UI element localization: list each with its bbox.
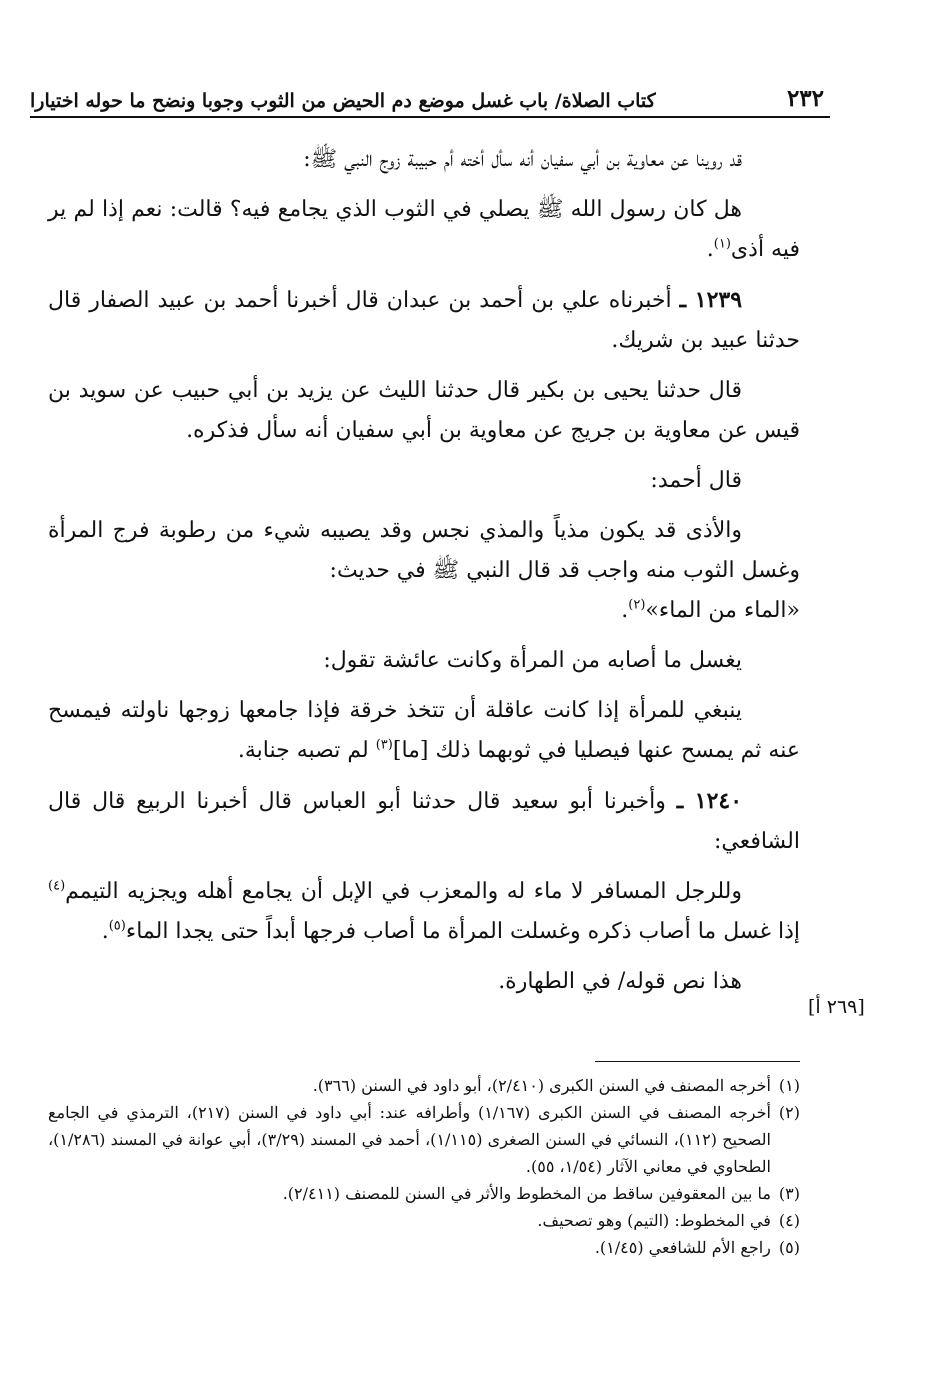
footnote-text: ما بين المعقوفين ساقط من المخطوط والأثر في السنن للمصنف (٢/٤١١). bbox=[282, 1184, 771, 1203]
paragraph-text: هذا نص قوله/ في الطهارة. bbox=[498, 969, 742, 994]
hadith-paragraph bbox=[48, 280, 800, 361]
paragraph bbox=[48, 140, 800, 180]
page-number: ٢٣٢ bbox=[786, 85, 824, 112]
footnote bbox=[48, 1207, 800, 1234]
paragraph bbox=[48, 371, 800, 451]
paragraph-text: قد روينا عن معاوية بن أبي سفيان أنه سأل أخته أم حبيبة زوج النبي ﷺ: bbox=[303, 147, 742, 172]
footnote-ref: (٣) bbox=[375, 737, 393, 753]
footnote-text: في المخطوط: (التيم) وهو تصحيف. bbox=[537, 1211, 771, 1230]
paragraph bbox=[48, 641, 800, 681]
footnote-ref: (٤) bbox=[48, 878, 66, 894]
paragraph-text: لم تصبه جنابة. bbox=[237, 738, 369, 763]
footnote-text: راجع الأم للشافعي (١/٤٥). bbox=[594, 1238, 771, 1257]
footnote bbox=[48, 1099, 800, 1180]
footnote-ref: (١) bbox=[713, 236, 731, 252]
hadith-number: ١٢٤٠ ـ bbox=[676, 788, 743, 814]
paragraph-text: يغسل ما أصابه من المرأة وكانت عائشة تقول: bbox=[323, 648, 742, 673]
footnote-ref: (٥) bbox=[108, 918, 126, 934]
footnote bbox=[48, 1234, 800, 1261]
paragraph-text: قال حدثنا يحيى بن بكير قال حدثنا الليث عن يزيد بن أبي حبيب عن سويد بن قيس عن معاوية بن جريج عن معاوية بن أبي سفيان أنه سأل فذكره. bbox=[48, 378, 800, 443]
paragraph-text: قال أحمد: bbox=[650, 468, 742, 493]
paragraph: وللرجل المسافر لا ماء له والمعزب في الإبل أن يجامع أهله ويجزيه التيمم$^{(٤)}$ إذا غسل ما أصاب ذكره وغسلت المرأة ما أصاب فرجها أبداً حتى يجدا الماء$^{(٥)}$. bbox=[48, 878, 800, 944]
main-text bbox=[48, 140, 800, 1012]
running-header bbox=[30, 74, 830, 118]
paragraph-text: وللرجل المسافر لا ماء له والمعزب في الإبل أن يجامع أهله ويجزيه التيمم bbox=[65, 879, 742, 904]
paragraph-text: إذا غسل ما أصاب ذكره وغسلت المرأة ما أصاب فرجها أبداً حتى يجدا الماء bbox=[125, 919, 800, 944]
paragraph-text: والأذى قد يكون مذياً والمذي نجس وقد يصيبه شيء من رطوبة فرج المرأة وغسل الثوب منه واجب قد قال النبي ﷺ في حديث: bbox=[48, 518, 800, 583]
footnote-text: أخرجه المصنف في السنن الكبرى (٢/٤١٠)، أبو داود في السنن (٣٦٦). bbox=[312, 1076, 771, 1095]
paragraph-text: وأخبرنا أبو سعيد قال حدثنا أبو العباس قال أخبرنا الربيع قال قال الشافعي: bbox=[48, 789, 800, 854]
paragraph-text: ينبغي للمرأة إذا كانت عاقلة أن تتخذ خرقة فإذا جامعها زوجها ناولته فيمسح عنه ثم يمسح عنها فيصليا في ثوبهما ذلك [ما] bbox=[48, 698, 800, 763]
footnote-divider bbox=[595, 1061, 800, 1062]
manuscript-folio-note: [٢٦٩ أ] bbox=[808, 996, 865, 1018]
paragraph bbox=[48, 962, 800, 1002]
footnote-number: (٥) bbox=[778, 1238, 800, 1257]
quote-text: «الماء من الماء» bbox=[645, 598, 800, 623]
footnote-number: (٤) bbox=[778, 1211, 800, 1230]
paragraph-text: هل كان رسول الله ﷺ يصلي في الثوب الذي يجامع فيه؟ قالت: نعم إذا لم ير فيه أذى bbox=[48, 197, 800, 262]
footnote-number: (٢) bbox=[778, 1103, 800, 1122]
hadith-number: ١٢٣٩ ـ bbox=[679, 287, 743, 313]
paragraph: والأذى قد يكون مذياً والمذي نجس وقد يصيبه شيء من رطوبة فرج المرأة وغسل الثوب منه واجب قد قال النبي ﷺ في حديث: «الماء من الماء»$^{(٢)}$. bbox=[48, 518, 800, 623]
footnote-number: (٣) bbox=[778, 1184, 800, 1203]
hadith-paragraph bbox=[48, 781, 800, 862]
footnote bbox=[48, 1072, 800, 1099]
paragraph: هل كان رسول الله ﷺ يصلي في الثوب الذي يجامع فيه؟ قالت: نعم إذا لم ير فيه أذى$^{(١)}$. bbox=[48, 197, 800, 262]
paragraph-text: أخبرناه علي بن أحمد بن عبدان قال أخبرنا أحمد بن عبيد الصفار قال حدثنا عبيد بن شريك. bbox=[48, 288, 800, 353]
paragraph bbox=[48, 691, 800, 771]
footnotes bbox=[48, 1072, 800, 1261]
footnote-ref: (٢) bbox=[628, 597, 646, 613]
footnote-text: أخرجه المصنف في السنن الكبرى (١/١٦٧) وأطرافه عند: أبي داود في السنن (٢١٧)، الترمذي في الجامع الصحيح (١١٢)، النسائي في السنن الصغرى (١/١١٥)، أحمد في المسند (٣/٢٩)، أبي عوانة في المسند (١/٢٨٦)، الطحاوي في معاني الآثار (١/٥٤، ٥٥). bbox=[48, 1103, 771, 1176]
chapter-title: كتاب الصلاة/ باب غسل موضع دم الحيض من الثوب وجوبا ونضح ما حوله اختيارا bbox=[30, 90, 656, 112]
footnote-number: (١) bbox=[778, 1076, 800, 1095]
paragraph bbox=[48, 461, 800, 501]
footnote bbox=[48, 1180, 800, 1207]
